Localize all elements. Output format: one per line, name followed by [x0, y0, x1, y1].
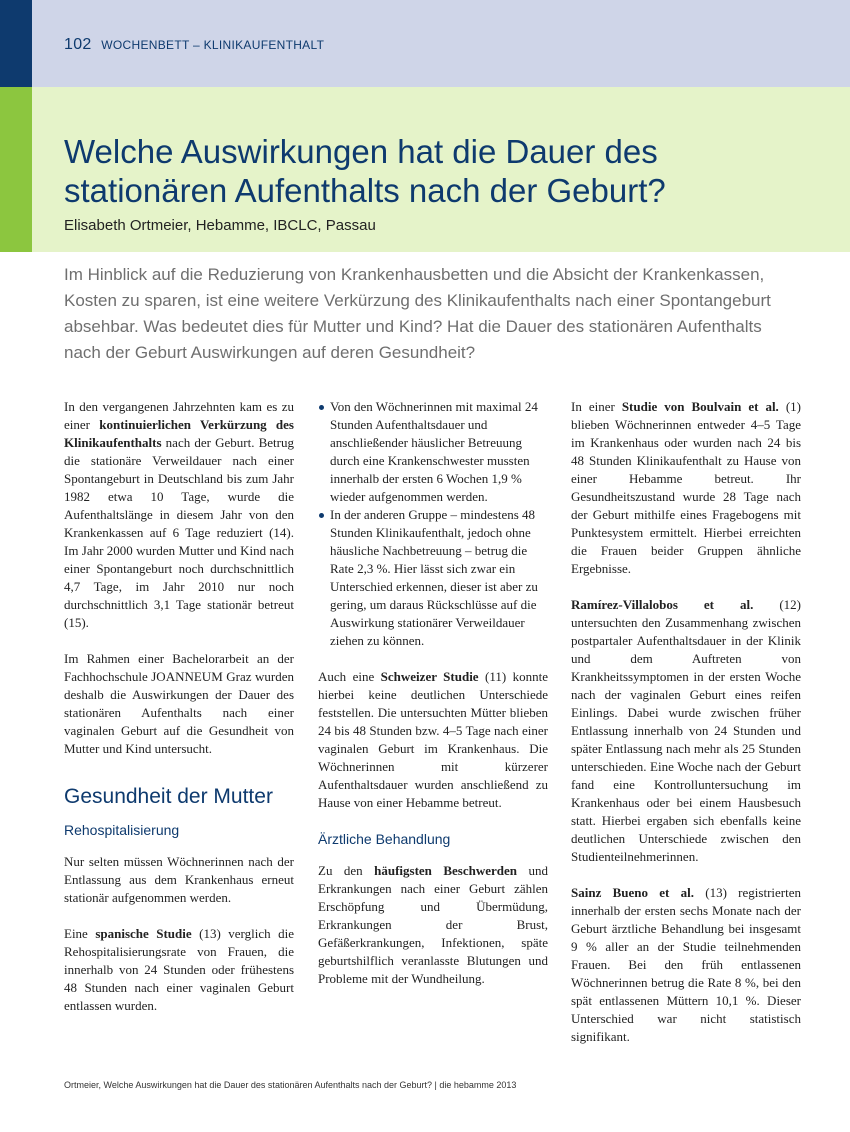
list-item: In der anderen Gruppe – mindestens 48 Stunden Klinikaufenthalt, jedoch ohne häusliche Nachbetreuung – betrug die Rate 2,3 %. Hier lässt sich zwar ein Unterschied erkennen, dieser ist aber zu gering, um daraus Rückschlüsse auf die Auswirkung stationärer Verweildauer ziehen zu können.: [318, 506, 548, 650]
column-3: [571, 398, 801, 1064]
paragraph: Eine spanische Studie (13) verglich die Rehospitalisierungsrate von Frauen, die innerhalb von 24 Stunden oder frühestens 48 Stunden nach einer vaginalen Geburt entlassen wurden.: [64, 926, 294, 1013]
header-accent: [0, 0, 32, 87]
section-title: WOCHENBETT – KLINIKAUFENTHALT: [101, 38, 325, 52]
title-accent: [0, 87, 32, 252]
paragraph: Auch eine Schweizer Studie (11) konnte hierbei keine deutlichen Unterschiede feststellen. Die untersuchten Mütter blieben 24 bis 48 Stunden bzw. 4–5 Tage nach einer vaginalen Geburt im Krankenhaus. Die Wöchnerinnen mit kürzerer Aufenthaltsdauer wurden anschließend zu Hause von einer Hebamme betreut.: [318, 669, 548, 810]
column-1: [64, 398, 294, 1033]
paragraph: Zu den häufigsten Beschwerden und Erkrankungen nach einer Geburt zählen Erschöpfung und Übermüdung, Erkrankungen der Brust, Gefäßerkrankungen, Infektionen, späte geburtshilflich veranlasste Blutungen und Probleme mit der Wundheilung.: [318, 863, 548, 986]
page-number: 102: [64, 36, 92, 53]
article-title: Welche Auswirkungen hat die Dauer des stationären Aufenthalts nach der Geburt?: [64, 133, 666, 209]
bullet-list: [318, 398, 548, 650]
section-heading: Gesundheit der Mutter: [64, 785, 273, 808]
list-item: Von den Wöchnerinnen mit maximal 24 Stunden Aufenthaltsdauer und anschließender häuslicher Betreuung durch eine Krankenschwester mussten innerhalb der ersten 6 Wochen 1,9 % wieder aufgenommen werden.: [318, 398, 548, 506]
paragraph: Sainz Bueno et al. (13) registrierten innerhalb der ersten sechs Monate nach der Geburt ärztliche Behandlung bei insgesamt 9 % aller an der Studie teilnehmenden Frauen. Bei den früh entlassenen Wöchnerinnen betrug die Rate 8 %, bei den spät entlassenen Müttern 10,1 %. Dieser Unterschied war nicht statistisch signifikant.: [571, 885, 801, 1044]
paragraph: Nur selten müssen Wöchnerinnen nach der Entlassung aus dem Krankenhaus erneut stationär aufgenommen werden.: [64, 854, 294, 905]
article-author: Elisabeth Ortmeier, Hebamme, IBCLC, Passau: [64, 217, 376, 234]
footer-citation: Ortmeier, Welche Auswirkungen hat die Dauer des stationären Aufenthalts nach der Geburt? | die hebamme 2013: [64, 1080, 517, 1090]
paragraph: In einer Studie von Boulvain et al. (1) blieben Wöchnerinnen entweder 4–5 Tage im Krankenhaus oder wurden nach 24 bis 48 Stunden Klinikaufenthalt zu Hause von einer Hebamme betreut. Ihr Gesundheitszustand wurde 28 Tage nach der Geburt mithilfe eines Fragebogens mit Punktesystem ermittelt. Hierbei erreichten die Frauen beider Gruppen ähnliche Ergebnisse.: [571, 399, 801, 576]
paragraph: In den vergangenen Jahrzehnten kam es zu einer kontinuierlichen Verkürzung des Klinikaufenthalts nach der Geburt. Betrug die stationäre Verweildauer nach einer Spontangeburt in Deutschland bis zum Jahr 1982 etwa 10 Tage, wurde die Aufenthaltslänge in diesem Jahr von den Krankenkassen auf 6 Tage reduziert (14). Im Jahr 2000 wurden Mutter und Kind nach einer Spontangeburt noch durchschnittlich 4,7 Tage, im Jahr 2010 nur noch durchschnittlich 3,1 Tage stationär betreut (15).: [64, 399, 294, 630]
running-header: [64, 36, 324, 54]
column-2: [318, 398, 548, 1006]
paragraph: Im Rahmen einer Bachelorarbeit an der Fachhochschule JOANNEUM Graz wurden deshalb die Auswirkungen der Dauer des stationären Aufenthalts nach einer vaginalen Geburt auf die Gesundheit von Mutter und Kind untersucht.: [64, 651, 294, 756]
paragraph: Ramírez-Villalobos et al. (12) untersuchten den Zusammenhang zwischen postpartaler Aufenthaltsdauer in der Klinik und dem Auftreten von Krankheitssymptomen in der ersten Woche nach der vaginalen Geburt eines reifen Einlings. Dabei wurde zwischen früher Entlassung innerhalb von 24 Stunden und später Entlassung nach mehr als 25 Stunden unterschieden. Eine Woche nach der Geburt fand eine Kontrolluntersuchung im Krankenhaus oder bei einem Hausbesuch statt. Hierbei ergaben sich ebenfalls keine deutlichen Unterschiede zwischen den Studienteilnehmerinnen.: [571, 597, 801, 864]
subsection-heading: Rehospitalisierung: [64, 822, 180, 838]
article-lead: Im Hinblick auf die Reduzierung von Krankenhausbetten und die Absicht der Krankenkassen, Kosten zu sparen, ist eine weitere Verkürzung des Klinikaufenthalts nach einer Spontangeburt absehbar. Was bedeutet dies für Mutter und Kind? Hat die Dauer des stationären Aufenthalts nach der Geburt Auswirkungen auf deren Gesundheit?: [64, 265, 771, 362]
subsection-heading: Ärztliche Behandlung: [318, 831, 451, 847]
